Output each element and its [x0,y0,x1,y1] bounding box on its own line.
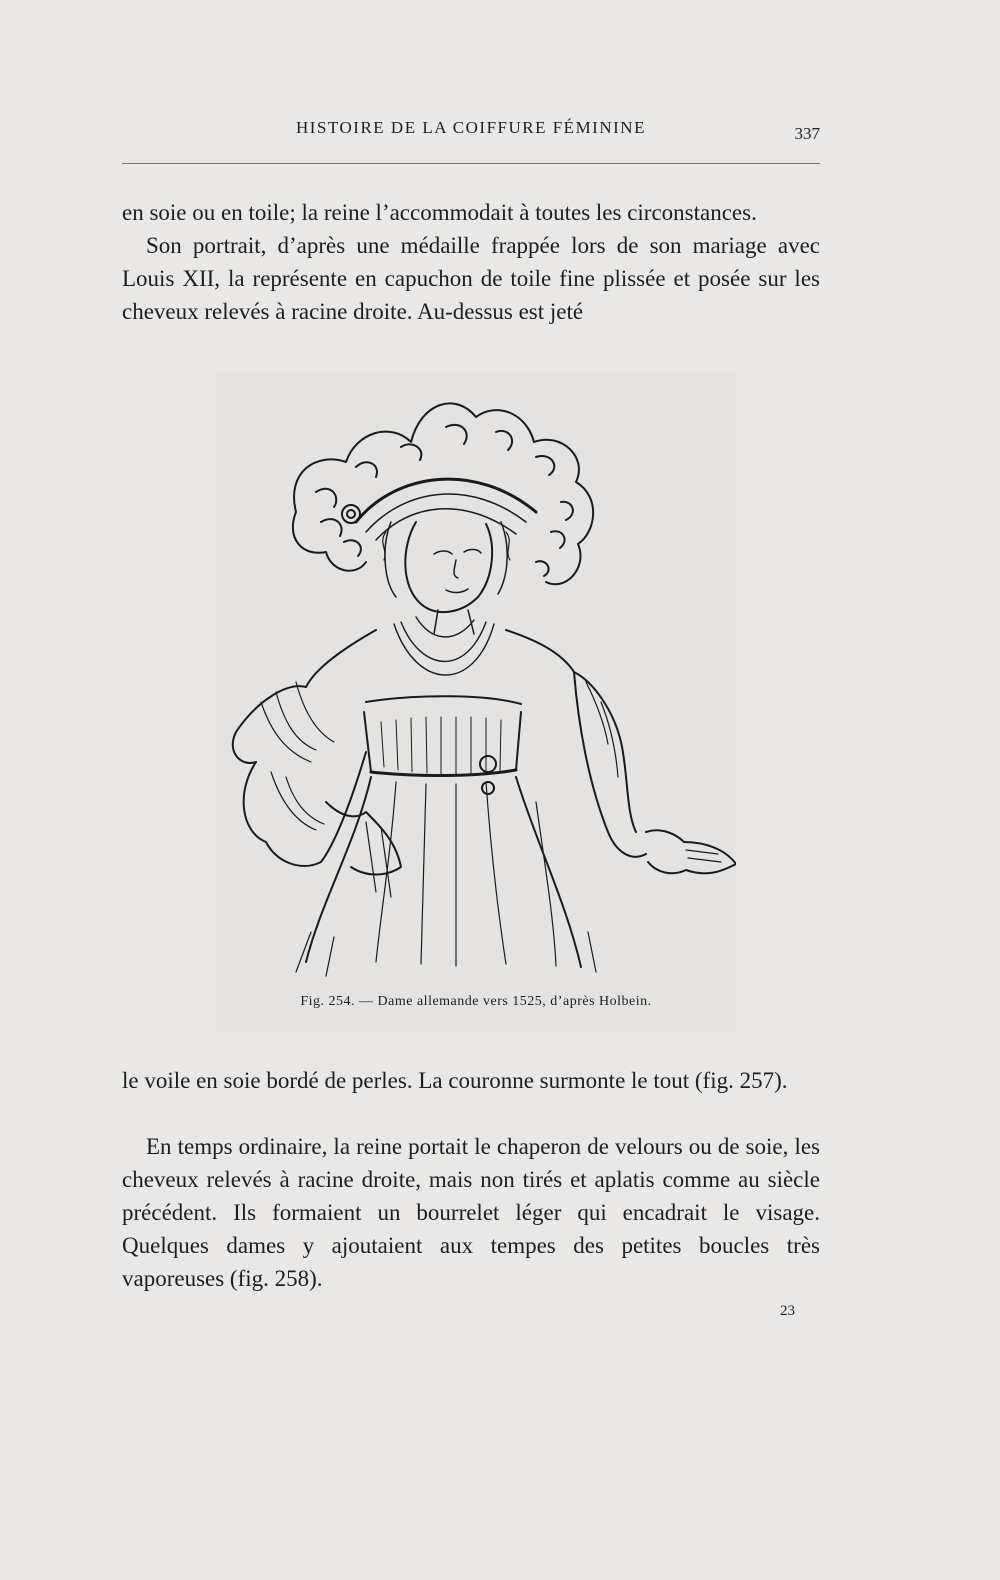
paragraph-4 [122,1130,820,1295]
figure-254 [216,372,736,1032]
gown-hem [296,932,596,976]
paragraph-1: en soie ou en toile; la reine l’accommodait à toutes les circonstances. [122,200,757,225]
paragraph-2 [122,229,820,328]
paragraph-4-text: En temps ordinaire, la reine portait le chaperon de velours ou de soie, les cheveux relevés à racine droite, mais non tirés et aplatis comme au siècle précédent. Ils formaient un bourrelet léger qui encadrait le visage. Quelques dames y ajoutaient aux tempes des petites boucles très vaporeuses (fig. 258). [122,1134,820,1291]
necklaces [394,617,494,675]
running-title: HISTOIRE DE LA COIFFURE FÉMININE [296,118,646,137]
figure-caption: Fig. 254. — Dame allemande vers 1525, d’après Holbein. [300,994,652,1009]
face [383,522,510,634]
feathered-hat [293,403,593,584]
paragraph-2-text: Son portrait, d’après une médaille frappée lors de son mariage avec Louis XII, la représente en capuchon de toile fine plissée et posée sur les cheveux relevés à racine droite. Au-dessus est jeté [122,233,820,324]
running-head [122,118,820,148]
engraving-illustration [216,372,736,982]
paragraph-3: le voile en soie bordé de perles. La couronne surmonte le tout (fig. 257). [122,1068,788,1093]
page-number: 337 [794,124,820,143]
right-sleeve [574,672,736,873]
signature-mark: 23 [780,1303,795,1319]
left-sleeve [244,682,401,897]
header-rule [122,163,820,164]
